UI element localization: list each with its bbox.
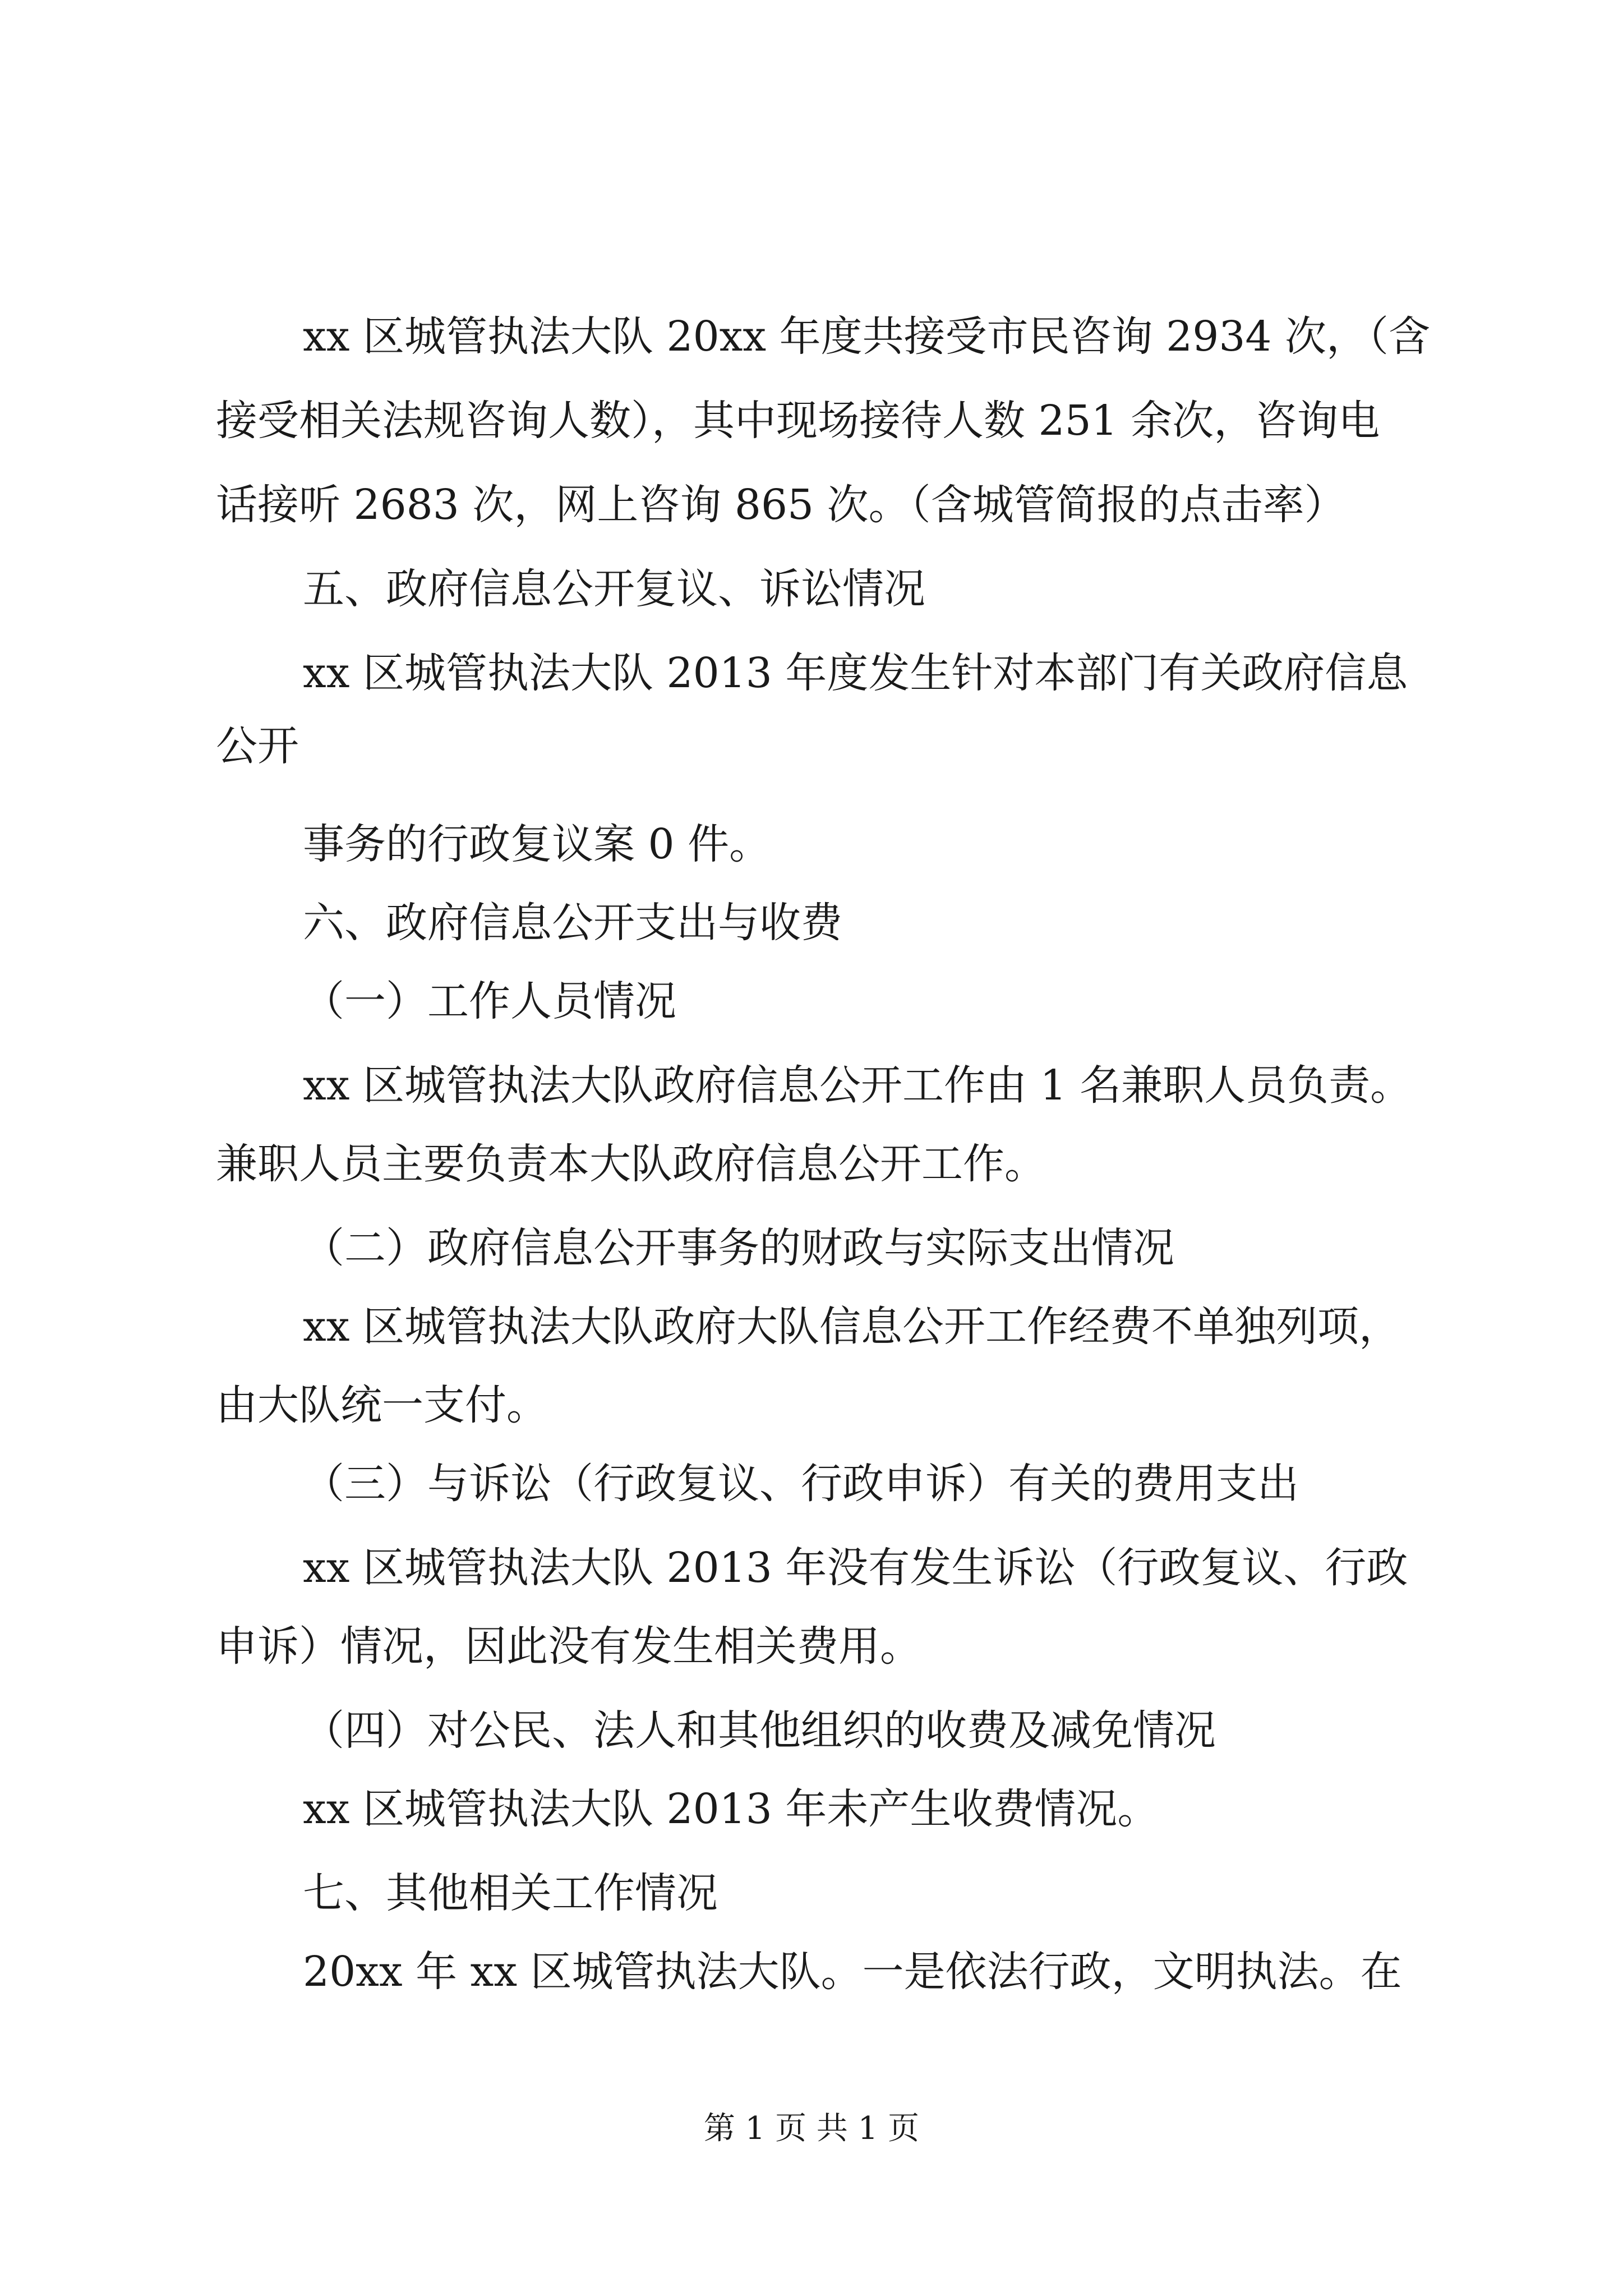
subsection-heading-3: （三）与诉讼（行政复议、行政申诉）有关的费用支出: [303, 1460, 1299, 1508]
text-line-2: 接受相关法规咨询人数），其中现场接待人数 251 余次，咨询电: [216, 397, 1380, 445]
page-footer: 第 1 页 共 1 页: [703, 2110, 920, 2147]
text-line-5: xx 区城管执法大队 2013 年度发生针对本部门有关政府信息: [303, 649, 1408, 697]
text-line-1: xx 区城管执法大队 20xx 年度共接受市民咨询 2934 次，（含: [303, 312, 1431, 361]
text-line-6: 公开: [216, 722, 299, 770]
text-line-10: xx 区城管执法大队政府信息公开工作由 1 名兼职人员负责。: [303, 1061, 1412, 1110]
text-line-13: xx 区城管执法大队政府大队信息公开工作经费不单独列项，: [303, 1303, 1400, 1351]
subsection-heading-4: （四）对公民、法人和其他组织的收费及减免情况: [303, 1706, 1216, 1755]
section-heading-7: 七、其他相关工作情况: [303, 1869, 718, 1917]
text-line-7: 事务的行政复议案 0 件。: [303, 820, 771, 868]
section-heading-5: 五、政府信息公开复议、诉讼情况: [303, 565, 925, 613]
text-line-3: 话接听 2683 次，网上咨询 865 次。（含城管简报的点击率）: [216, 481, 1346, 529]
text-line-21: 20xx 年 xx 区城管执法大队。一是依法行政，文明执法。在: [303, 1948, 1402, 1996]
subsection-heading-2: （二）政府信息公开事务的财政与实际支出情况: [303, 1224, 1174, 1272]
subsection-heading-1: （一）工作人员情况: [303, 977, 676, 1025]
text-line-14: 由大队统一支付。: [216, 1381, 548, 1429]
text-line-11: 兼职人员主要负责本大队政府信息公开工作。: [216, 1140, 1046, 1188]
section-heading-6: 六、政府信息公开支出与收费: [303, 899, 842, 947]
text-line-19: xx 区城管执法大队 2013 年未产生收费情况。: [303, 1785, 1159, 1833]
text-line-16: xx 区城管执法大队 2013 年没有发生诉讼（行政复议、行政: [303, 1544, 1408, 1592]
text-line-17: 申诉）情况，因此没有发生相关费用。: [216, 1622, 921, 1671]
